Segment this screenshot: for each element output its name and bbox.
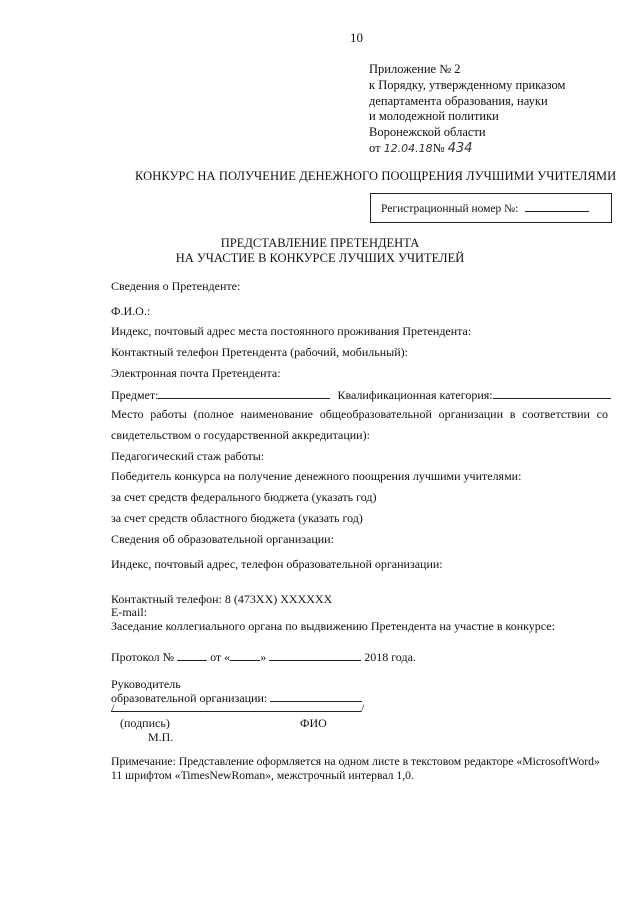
- protocol-month-blank[interactable]: [269, 649, 361, 661]
- signature-slash-left: /: [111, 701, 115, 715]
- field-email: Электронная почта Претендента:: [111, 366, 281, 380]
- field-org-address: Индекс, почтовый адрес, телефон образовательной организации:: [111, 557, 443, 571]
- protocol-from: от «: [210, 650, 231, 664]
- field-qualification: Квалификационная категория:: [337, 388, 493, 402]
- field-phone: Контактный телефон Претендента (рабочий, мобильный):: [111, 345, 408, 359]
- subject-blank[interactable]: [158, 387, 330, 399]
- registration-box: [370, 193, 612, 223]
- field-winner: Победитель конкурса на получение денежного поощрения лучшими учителями:: [111, 469, 522, 483]
- head-label-line1: Руководитель: [111, 677, 181, 691]
- field-org-info: Сведения об образовательной организации:: [111, 532, 334, 546]
- protocol-year: 2018 года.: [364, 650, 416, 664]
- page-number: 10: [350, 30, 363, 45]
- appendix-line: и молодежной политики: [369, 109, 499, 124]
- appendix-block: [369, 62, 565, 157]
- field-subject: Предмет:: [111, 388, 159, 402]
- field-federal: за счет средств федерального бюджета (указать год): [111, 490, 377, 504]
- form-title-line2: НА УЧАСТИЕ В КОНКУРСЕ ЛУЧШИХ УЧИТЕЛЕЙ: [175, 250, 465, 265]
- order-line: [369, 141, 565, 157]
- protocol-row: [111, 649, 416, 664]
- protocol-label: Протокол №: [111, 650, 175, 664]
- fio-label: ФИО: [300, 716, 327, 730]
- field-workplace-line1: Место работы (полное наименование общеобразовательной организации в соответствии со: [111, 407, 608, 421]
- protocol-number-blank[interactable]: [177, 649, 207, 661]
- field-contact-phone: Контактный телефон: 8 (473ХХ) ХХХХХХ: [111, 592, 333, 606]
- field-meeting: Заседание коллегиального органа по выдвижению Претендента на участие в конкурсе:: [111, 619, 555, 633]
- field-regional: за счет средств областного бюджета (указать год): [111, 511, 363, 525]
- note-line2: 11 шрифтом «TimesNewRoman», межстрочный интервал 1,0.: [111, 769, 414, 782]
- head-label-line2: образовательной организации:: [111, 691, 268, 705]
- appendix-line: Приложение № 2: [369, 62, 461, 76]
- field-info-about: Сведения о Претенденте:: [111, 279, 241, 293]
- appendix-line: Воронежской области: [369, 125, 486, 140]
- order-number-label: №: [432, 140, 445, 155]
- field-subject-row: [111, 387, 611, 402]
- order-date-handwritten: 12.04.18: [383, 141, 433, 155]
- order-prefix: от: [369, 140, 381, 155]
- field-fio: Ф.И.О.:: [111, 304, 151, 318]
- field-address: Индекс, почтовый адрес места постоянного проживания Претендента:: [111, 324, 472, 338]
- appendix-line: департамента образования, науки: [369, 93, 548, 108]
- qualification-blank[interactable]: [493, 387, 611, 399]
- field-workplace-line2: свидетельством о государственной аккредитации):: [111, 428, 370, 442]
- order-number-handwritten: 434: [447, 140, 473, 156]
- registration-number-blank[interactable]: [525, 200, 589, 212]
- field-org-email: E-mail:: [111, 605, 147, 619]
- field-experience: Педагогический стаж работы:: [111, 449, 265, 463]
- note-line1: Примечание: Представление оформляется на одном листе в текстовом редакторе «MicrosoftWord»: [111, 755, 600, 768]
- form-title: [0, 236, 640, 265]
- contest-title: КОНКУРС НА ПОЛУЧЕНИЕ ДЕНЕЖНОГО ПООЩРЕНИЯ ЛУЧШИМИ УЧИТЕЛЯМИ: [135, 169, 617, 183]
- signature-line[interactable]: [111, 701, 361, 712]
- form-title-line1: ПРЕДСТАВЛЕНИЕ ПРЕТЕНДЕНТА: [220, 236, 420, 250]
- appendix-line: к Порядку, утвержденному приказом: [369, 77, 566, 92]
- protocol-close-quote: »: [260, 650, 267, 664]
- signature-slash-right: /: [361, 701, 365, 715]
- registration-label: Регистрационный номер №:: [381, 203, 519, 215]
- stamp-label: М.П.: [148, 730, 174, 744]
- protocol-day-blank[interactable]: [230, 649, 260, 661]
- signature-label: (подпись): [120, 716, 170, 730]
